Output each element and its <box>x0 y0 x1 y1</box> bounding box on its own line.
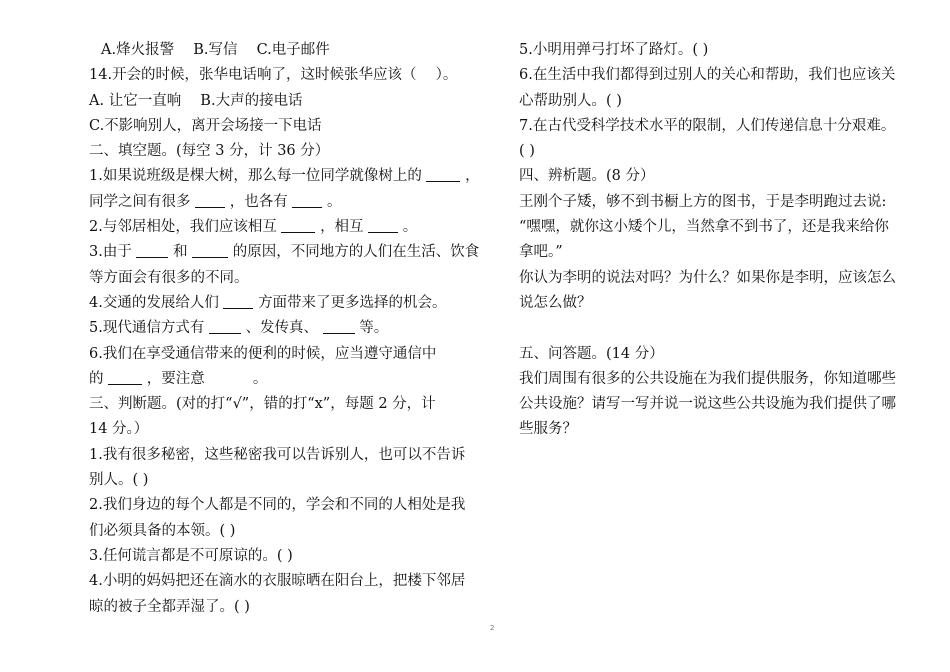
section-judge-heading: 三、判断题。(对的打“√”，错的打“x”，每题 2 分，计 <box>89 396 436 413</box>
fill-4-text-b: 方面带来了更多选择的机会。 <box>258 294 447 311</box>
blank-line[interactable] <box>195 191 225 208</box>
fill-3-text-b: 和 <box>173 244 188 261</box>
qa-question-1: 我们周围有很多的公共设施在为我们提供服务，你知道哪些 <box>519 370 896 387</box>
fill-question-3 <box>89 240 480 265</box>
fill-6-text-a: 的 <box>89 370 104 387</box>
fill-4-text-a: 4.交通的发展给人们 <box>89 294 219 311</box>
judge-question-7-cont: ( ) <box>519 143 535 160</box>
fill-question-1 <box>89 164 480 189</box>
section-qa-heading: 五、问答题。(14 分） <box>519 345 664 362</box>
analysis-question-2: 说怎么做？ <box>519 294 592 311</box>
left-column <box>89 38 480 620</box>
qa-question-2: 公共设施？请写一写并说一说这些公共设施为我们提供了哪 <box>519 396 896 413</box>
fill-question-6: 6.我们在享受通信带来的便利的时候，应当遵守通信中 <box>89 345 437 362</box>
question-13-options: A.烽火报警 B.写信 C.电子邮件 <box>101 42 330 58</box>
judge-question-1-cont: 别人。( ) <box>89 472 149 489</box>
page-number: 2 <box>490 624 495 632</box>
question-14-options-ab: A. 让它一直响 B.大声的接电话 <box>89 92 303 109</box>
judge-question-4: 4.小明的妈妈把还在滴水的衣服晾晒在阳台上，把楼下邻居 <box>89 573 466 590</box>
blank-line[interactable] <box>323 317 355 334</box>
analysis-text-3: 拿吧。” <box>519 244 563 261</box>
question-14: 14.开会的时候，张华电话响了，这时候张华应该（ ）。 <box>89 67 458 84</box>
judge-question-2-cont: 们必须具备的本领。( ) <box>89 522 236 539</box>
judge-question-4-cont: 晾的被子全都弄湿了。( ) <box>89 598 250 615</box>
fill-1-text-c: 同学之间有很多 <box>89 193 191 210</box>
question-14-option-c: C.不影响别人，离开会场接一下电话 <box>89 117 322 134</box>
fill-question-3-cont: 等方面会有很多的不同。 <box>89 269 249 286</box>
qa-question-3: 些服务？ <box>519 421 577 438</box>
judge-question-3: 3.任何谎言都是不可原谅的。( ) <box>89 547 293 564</box>
blank-line[interactable] <box>281 216 315 233</box>
judge-question-5: 5.小明用弹弓打坏了路灯。( ) <box>519 42 709 58</box>
fill-6-text-b: ，要注意 。 <box>146 370 268 387</box>
fill-question-2 <box>89 215 474 240</box>
section-judge-heading-cont: 14 分。） <box>89 421 149 438</box>
fill-5-text-a: 5.现代通信方式有 <box>89 320 205 337</box>
analysis-question-1: 你认为李明的说法对吗？为什么？如果你是李明，应该怎么 <box>519 269 896 286</box>
blank-line[interactable] <box>223 292 253 309</box>
fill-1-text-b: ， <box>465 168 480 185</box>
fill-1-text-e: 。 <box>326 193 342 210</box>
blank-line[interactable] <box>108 368 142 385</box>
analysis-text-2: “嘿嘿，就你这小矮个儿，当然拿不到书了，还是我来给你 <box>519 219 889 236</box>
fill-2-text-b: ，相互 <box>320 219 364 236</box>
fill-1-text-d: ，也各有 <box>229 193 288 210</box>
blank-line[interactable] <box>136 241 168 258</box>
judge-question-2: 2.我们身边的每个人都是不同的，学会和不同的人相处是我 <box>89 497 466 514</box>
fill-2-text-c: 。 <box>402 219 418 236</box>
analysis-text-1: 王刚个子矮，够不到书橱上方的图书，于是李明跑过去说: <box>519 193 887 210</box>
fill-3-text-a: 3.由于 <box>89 244 132 261</box>
judge-question-6: 6.在生活中我们都得到过别人的关心和帮助，我们也应该关 <box>519 67 896 84</box>
judge-question-6-cont: 心帮助别人。( ) <box>519 92 622 109</box>
judge-question-1: 1.我有很多秘密，这些秘密我可以告诉别人，也可以不告诉 <box>89 446 466 463</box>
fill-5-text-c: 等。 <box>359 320 389 337</box>
fill-question-6-cont <box>89 367 474 392</box>
judge-question-7: 7.在古代受科学技术水平的限制，人们传递信息十分艰难。 <box>519 117 896 134</box>
blank-line[interactable] <box>192 241 228 258</box>
section-fill-blank-heading: 二、填空题。(每空 3 分，计 36 分） <box>89 143 330 160</box>
blank-line[interactable] <box>368 216 398 233</box>
section-analysis-heading: 四、辨析题。(8 分） <box>519 168 655 185</box>
blank-line[interactable] <box>292 191 322 208</box>
answer-space <box>519 316 904 341</box>
right-column <box>519 38 904 443</box>
fill-1-text-a: 1.如果说班级是棵大树，那么每一位同学就像树上的 <box>89 168 422 185</box>
fill-question-5 <box>89 316 474 341</box>
fill-question-4 <box>89 291 474 316</box>
fill-question-1-cont <box>89 190 474 215</box>
blank-line[interactable] <box>209 317 241 334</box>
fill-5-text-b: 、发传真、 <box>245 320 319 337</box>
fill-2-text-a: 2.与邻居相处，我们应该相互 <box>89 219 277 236</box>
blank-line[interactable] <box>426 165 460 182</box>
fill-3-text-c: 的原因，不同地方的人们在生活、饮食 <box>232 244 480 261</box>
